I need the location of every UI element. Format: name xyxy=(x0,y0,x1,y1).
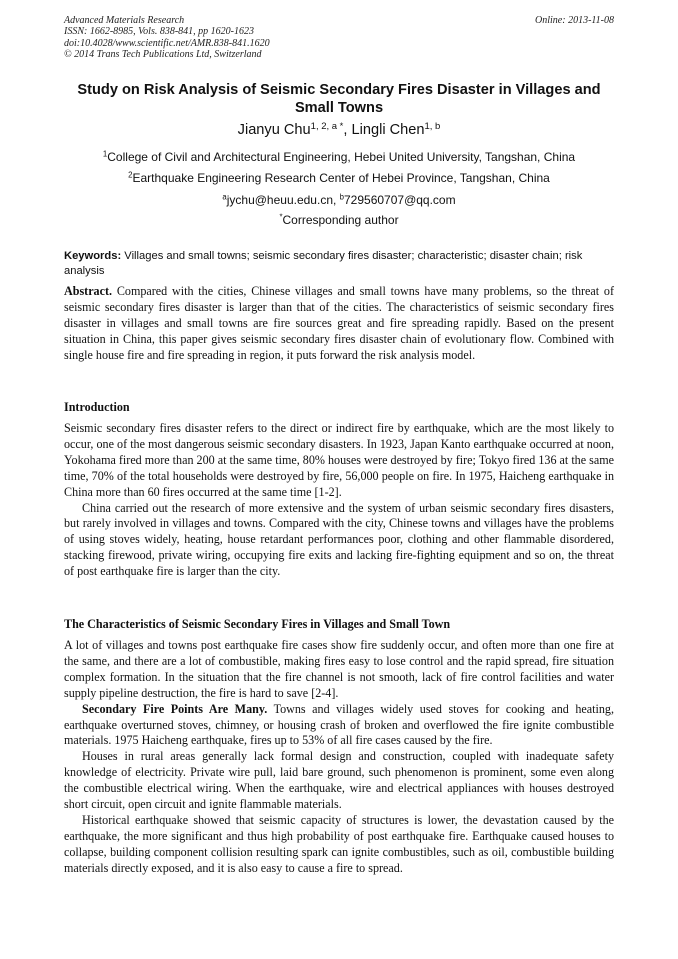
email-b[interactable]: 729560707@qq.com xyxy=(344,193,456,207)
section-characteristics xyxy=(64,638,614,877)
abstract-label: Abstract. xyxy=(64,284,113,298)
paragraph: Seismic secondary fires disaster refers to the direct or indirect fire by earthquake, which are the most likely to occur, one of the most dangerous seismic secondary disasters. In 1923, Japan Kanto earthquake occurred at noon, Yokohama fired more than 200 at the same time, 80% houses were destroyed by fire; Tokyo fired 136 at the same time, 70% of the total households were destroyed by fire, 56,000 people on fire. In 1975, Haicheng earthquake in China more than 60 fires occurred at the same time [1-2]. xyxy=(64,421,614,499)
keywords xyxy=(64,249,614,278)
affiliation-1 xyxy=(64,150,614,164)
email-line xyxy=(64,193,614,207)
section-introduction xyxy=(64,421,614,580)
doi-line: doi:10.4028/www.scientific.net/AMR.838-841.1620 xyxy=(64,37,270,49)
paper-title: Study on Risk Analysis of Seismic Secondary Fires Disaster in Villages and Small Towns xyxy=(77,82,601,116)
paragraph-text: Towns and villages widely used stoves for cooking and heating, earthquake overturned stoves, chimney, or housing crash of broken and overflowed the fire ignite combustible materials. 1975 Haicheng earthquake, fires up to 53% of all fire cases caused by the fire. xyxy=(64,701,614,748)
online-date: Online: 2013-11-08 xyxy=(535,15,614,26)
email-mark-a: a xyxy=(222,192,227,202)
section-heading: Introduction xyxy=(64,400,130,414)
author-line xyxy=(64,121,614,139)
email-mark-b: b xyxy=(339,192,344,202)
paragraph: Historical earthquake showed that seismic capacity of structures is lower, the devastation caused by the earthquake, the more significant and thus high probability of post earthquake fire. Earthquake caused houses to collapse, building component collision resulting spark can ignite combustibles, such as oil, combustible building materials directly exposed, and it is also easy to cause a fire to spread. xyxy=(64,812,614,875)
run-in-heading: Secondary Fire Points Are Many. xyxy=(82,701,268,716)
affiliation-mark: 2 xyxy=(128,170,133,180)
keywords-text: Villages and small towns; seismic secondary fires disaster; characteristic; disaster chain; risk analysis xyxy=(64,250,583,277)
affiliation-2 xyxy=(64,171,614,185)
affiliation-text: Earthquake Engineering Research Center of Hebei Province, Tangshan, China xyxy=(132,171,550,185)
section-heading: The Characteristics of Seismic Secondary Fires in Villages and Small Town xyxy=(64,617,451,631)
affiliation-text: College of Civil and Architectural Engineering, Hebei United University, Tangshan, China xyxy=(107,150,576,164)
corresponding-mark: * xyxy=(279,212,283,222)
issn-line: ISSN: 1662-8985, Vols. 838-841, pp 1620-1623 xyxy=(64,26,254,38)
paragraph: China carried out the research of more extensive and the system of urban seismic secondary fires disasters, but rarely involved in villages and towns. Compared with the city, Chinese towns and villages have the problems of using stoves widely, heating, house retardant performances poor, clothing and other flammable disordered, stacking firewood, private wiring, occupying fire exits and lacking fire-fighting equipment and so on, the threat of post earthquake fire is larger than the city. xyxy=(64,500,614,579)
author-superscript: 1, b xyxy=(424,120,441,132)
author-superscript: 1, 2, a * xyxy=(310,120,344,132)
corresponding-text: Corresponding author xyxy=(282,213,399,227)
author-name: Jianyu Chu xyxy=(237,122,311,138)
paragraph xyxy=(64,702,614,750)
keywords-label: Keywords: xyxy=(64,250,122,262)
journal-header xyxy=(64,15,614,61)
affiliation-mark: 1 xyxy=(102,149,108,159)
abstract-text: Compared with the cities, Chinese villages and small towns have many problems, so the threat of seismic secondary fires disaster is larger than that of the cities. The characteristics of seismic secondary fires disaster in villages and small towns are fire sources great and fire spreading rapidly. Based on the present situation in China, this paper gives seismic secondary fires disaster chain of evolutionary flow. Combined with single house fire and fire spreading in region, it puts forward the risk analysis model. xyxy=(64,284,614,362)
author-separator: , xyxy=(343,122,352,138)
paragraph: A lot of villages and towns post earthquake fire cases show fire suddenly occur, and often more than one fire at the same, and there are a lot of combustible, making fires easy to lose control and the rapid spread, fire situation complex formation. In the situation that the fire channel is not smooth, lack of fire control facilities and water supply pipeline destruction, the fire is hard to save [2-4]. xyxy=(64,638,614,700)
paragraph: Houses in rural areas generally lack formal design and construction, coupled with inadequate safety knowledge of electricity. Private wire pull, laid bare ground, such phenomenon is prominent, some even along the combustible electrical wiring. When the earthquake, wire and electrical appliances with houses destroyed short circuit, open circuit and ignite flammable materials. xyxy=(64,749,614,812)
copyright-line: © 2014 Trans Tech Publications Ltd, Switzerland xyxy=(64,49,262,61)
abstract xyxy=(64,284,614,364)
email-a[interactable]: jychu@heuu.edu.cn, xyxy=(226,193,340,207)
corresponding-note xyxy=(64,213,614,227)
journal-name: Advanced Materials Research xyxy=(64,15,185,26)
author-name: Lingli Chen xyxy=(351,122,425,138)
